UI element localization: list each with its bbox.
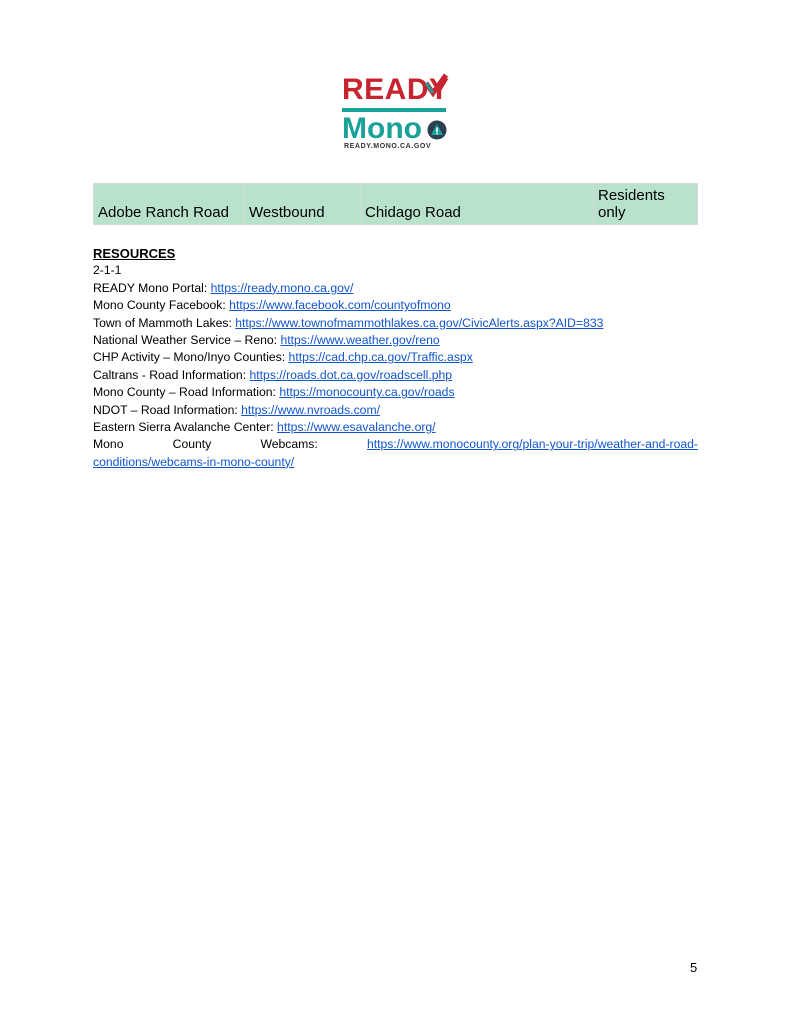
resource-item <box>93 297 698 314</box>
location-cell: Chidago Road <box>361 184 594 225</box>
resource-item <box>93 280 698 297</box>
resource-item <box>93 384 698 401</box>
resource-item <box>93 419 698 436</box>
logo-mono-word: Mono <box>342 112 422 145</box>
resource-item <box>93 332 698 349</box>
resource-line-211: 2-1-1 <box>93 263 122 278</box>
webcams-line <box>93 436 698 453</box>
webcams-line-continued <box>93 454 698 471</box>
road-cell: Adobe Ranch Road <box>94 184 245 225</box>
notes-line-1: Residents <box>598 187 665 204</box>
notes-line-2: only <box>598 204 626 221</box>
resource-label: Town of Mammoth Lakes: <box>93 315 236 330</box>
resource-label: National Weather Service – Reno: <box>93 333 281 348</box>
resource-item <box>93 402 698 419</box>
webcams-link[interactable]: https://www.monocounty.org/plan-your-trip/weather-and-road- <box>366 437 698 452</box>
resource-link[interactable]: https://www.nvroads.com/ <box>241 402 380 417</box>
resource-link[interactable]: https://monocounty.ca.gov/roads <box>279 385 455 400</box>
direction-cell: Westbound <box>245 184 361 225</box>
resource-link[interactable]: https://www.townofmammothlakes.ca.gov/CivicAlerts.aspx?AID=833 <box>235 315 604 330</box>
resources-heading: RESOURCES <box>93 246 176 261</box>
resource-item <box>93 367 698 384</box>
resource-link[interactable]: https://www.esavalanche.org/ <box>277 420 436 435</box>
webcams-link-continued[interactable]: conditions/webcams-in-mono-county/ <box>93 454 295 469</box>
resource-label: CHP Activity – Mono/Inyo Counties: <box>93 350 289 365</box>
ready-mono-logo <box>340 73 452 155</box>
resource-link[interactable]: https://roads.dot.ca.gov/roadscell.php <box>249 367 453 382</box>
resource-item <box>93 349 698 366</box>
resource-label: READY Mono Portal: <box>93 280 211 295</box>
resource-label: Caltrans - Road Information: <box>93 367 250 382</box>
table-row <box>94 184 698 225</box>
logo-url: READY.MONO.CA.GOV <box>344 143 432 150</box>
resource-link[interactable]: https://www.weather.gov/reno <box>280 333 440 348</box>
resource-label: Mono County Facebook: <box>93 298 230 313</box>
webcams-word: County <box>172 437 212 452</box>
resource-link[interactable]: https://cad.chp.ca.gov/Traffic.aspx <box>288 350 473 365</box>
resource-link[interactable]: https://www.facebook.com/countyofmono <box>229 298 451 313</box>
warning-icon <box>427 120 447 140</box>
notes-cell <box>594 184 698 225</box>
logo-ready-word: READY <box>342 73 450 106</box>
resource-item <box>93 315 698 332</box>
page-number: 5 <box>690 960 698 975</box>
resource-label: NDOT – Road Information: <box>93 402 242 417</box>
resource-link[interactable]: https://ready.mono.ca.gov/ <box>210 280 354 295</box>
checkmark-icon <box>422 73 448 99</box>
webcams-word: Webcams: <box>260 437 318 452</box>
webcams-word: Mono <box>93 437 124 452</box>
resource-label: Eastern Sierra Avalanche Center: <box>93 420 278 435</box>
resources-section <box>93 245 698 471</box>
resource-label: Mono County – Road Information: <box>93 385 280 400</box>
road-closure-table <box>93 183 698 225</box>
